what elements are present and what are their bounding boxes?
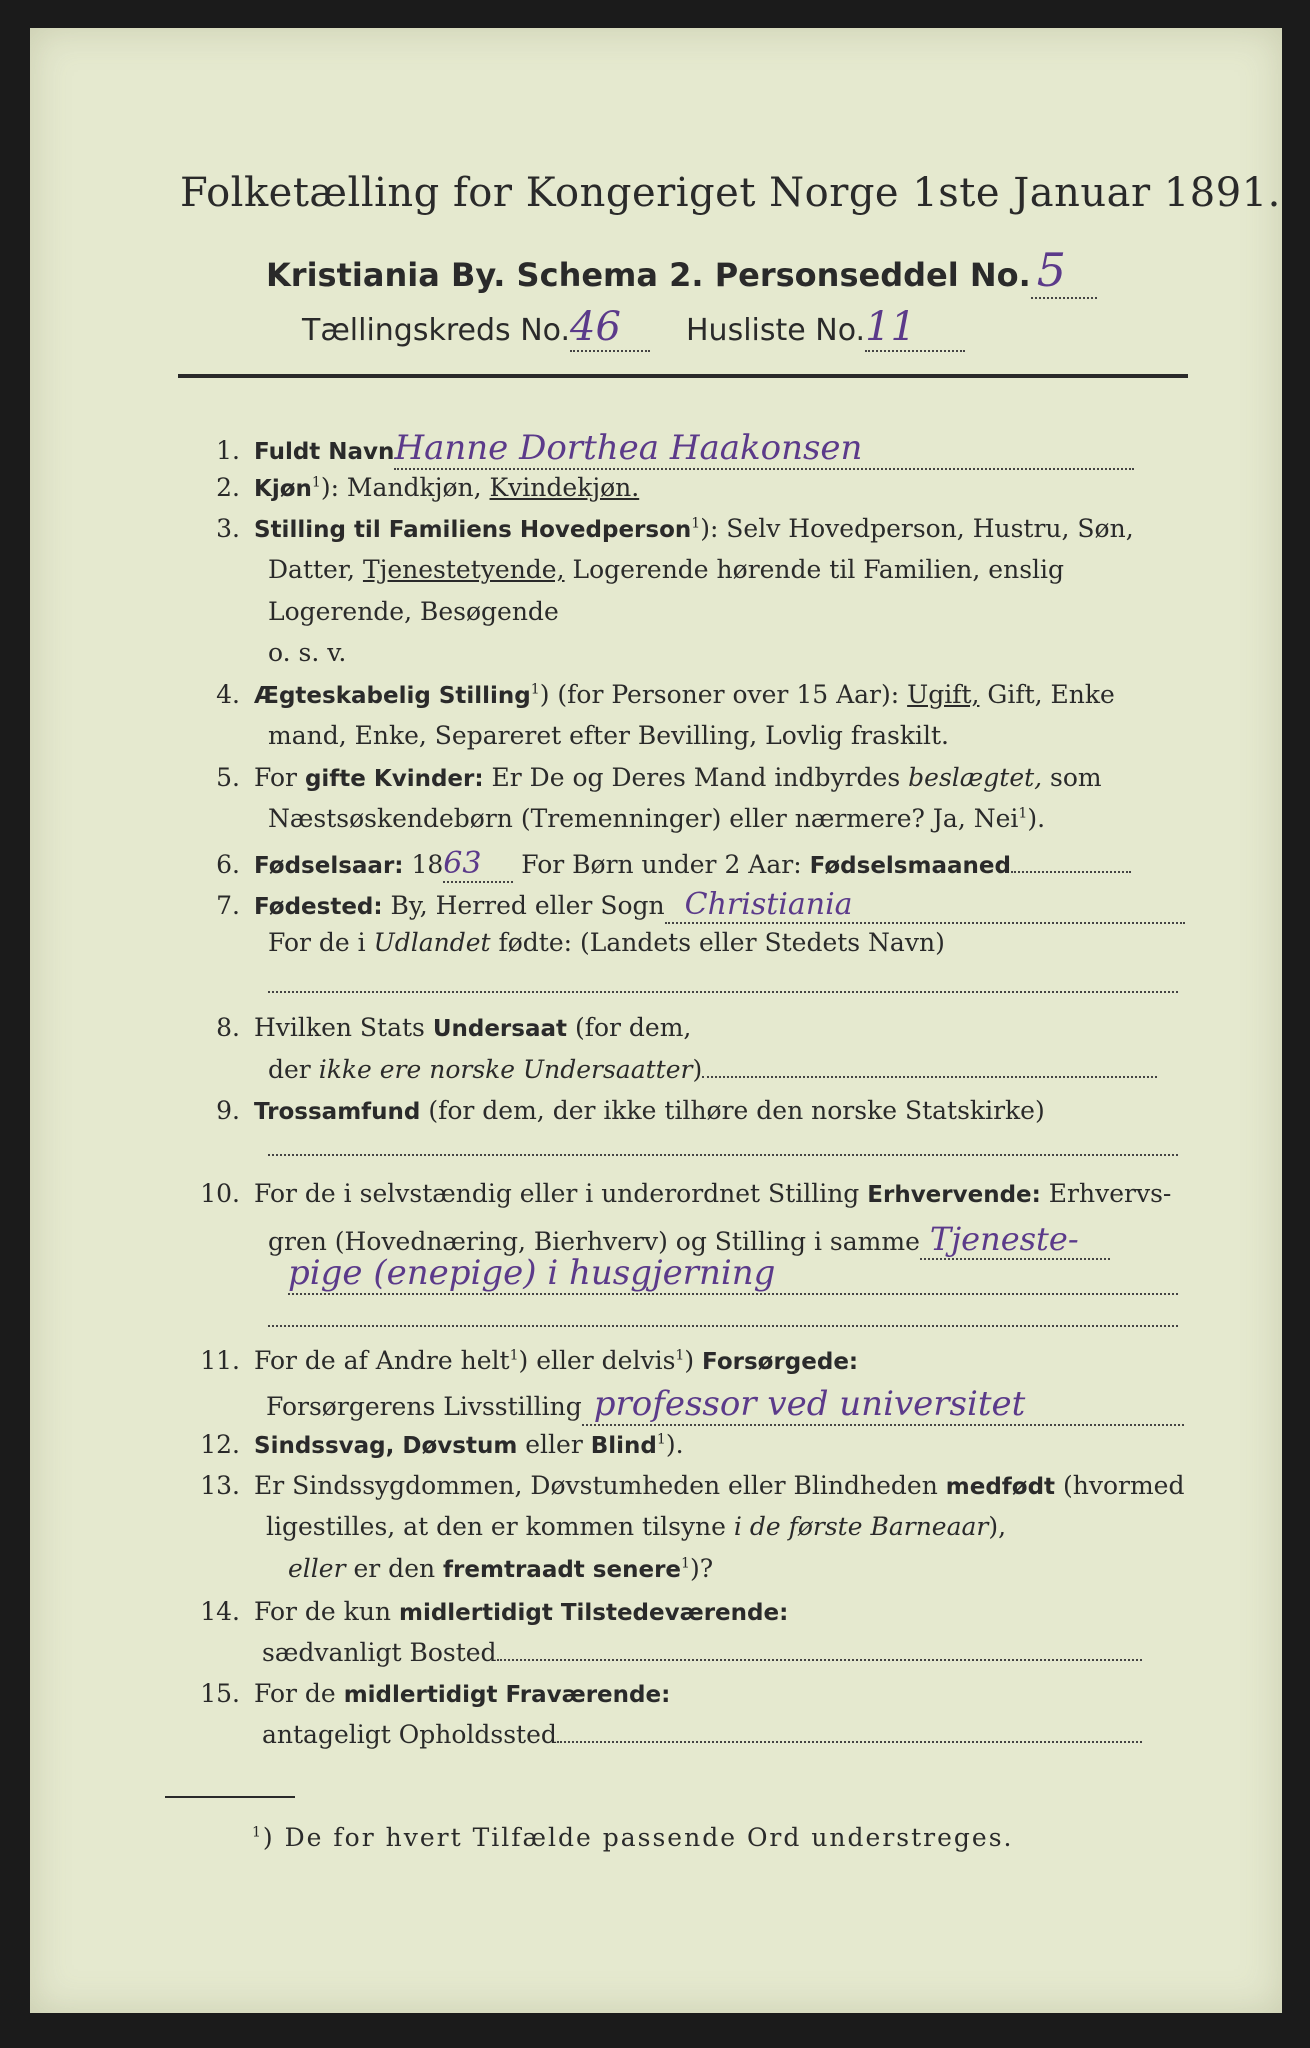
form-title: Folketælling for Kongeriget Norge 1ste Januar 1891. — [180, 170, 1281, 216]
form-subtitle-2 — [302, 304, 965, 352]
q4-selected: Ugift, — [907, 680, 980, 709]
question-8-cont: der ikke ere norske Undersaatter) — [268, 1055, 1157, 1084]
krets-number: 46 — [570, 304, 650, 352]
header-rule — [178, 374, 1188, 378]
q6-answer: 63 — [443, 846, 513, 883]
form-subtitle — [266, 243, 1097, 299]
q1-answer: Hanne Dorthea Haakonsen — [394, 428, 1134, 470]
question-14-cont: sædvanligt Bosted — [262, 1638, 1142, 1667]
q7-blank-line — [268, 990, 1178, 993]
husliste-label: Husliste No. — [686, 313, 866, 348]
question-13: 13. Er Sindssygdommen, Døvstumheden eller Blindheden medfødt (hvormed — [200, 1471, 1185, 1500]
question-13-cont2: eller er den fremtraadt senere$^1$)? — [288, 1554, 714, 1583]
question-5-cont: Næstsøskendebørn (Tremenninger) eller nærmere? Ja, Nei$^1$). — [268, 804, 1046, 833]
q10-answer-2: pige (enepige) i husgjerning — [288, 1253, 1178, 1295]
q10-blank-line — [268, 1324, 1178, 1327]
question-6: 6. Fødselsaar: 1863 For Børn under 2 Aar: Fødselsmaaned — [170, 846, 1131, 883]
husliste-number: 11 — [865, 304, 965, 352]
question-3-cont3: o. s. v. — [268, 638, 347, 667]
question-12: 12. Sindssvag, Døvstum eller Blind$^1$). — [200, 1430, 684, 1459]
question-5: 5. For gifte Kvinder: Er De og Deres Mand indbyrdes beslægtet, som — [216, 763, 1102, 792]
footnote-rule — [165, 1796, 295, 1798]
question-4: 4. Ægteskabelig Stilling$^1$) (for Personer over 15 Aar): Ugift, Gift, Enke — [216, 680, 1115, 709]
question-10-cont: gren (Hovednæring, Bierhverv) og Stilling i samme Tjeneste- — [268, 1220, 1110, 1260]
question-8: 8. Hvilken Stats Undersaat (for dem, — [216, 1013, 692, 1042]
q10-answer-1: Tjeneste- — [920, 1220, 1110, 1260]
question-4-cont: mand, Enke, Separeret efter Bevilling, Lovlig fraskilt. — [268, 721, 949, 750]
subtitle-text: Kristiania By. Schema 2. Personseddel No. — [266, 256, 1031, 294]
census-form — [30, 28, 1282, 2013]
question-11-cont: Forsørgerens Livsstilling professor ved universitet — [266, 1384, 1184, 1426]
question-13-cont: ligestilles, at den er kommen tilsyne i de første Barneaar), — [266, 1512, 1007, 1541]
q2-selected: Kvindekjøn. — [489, 473, 640, 502]
question-7: 7. Fødested: By, Herred eller Sogn Christiania — [170, 887, 1185, 924]
personseddel-number: 5 — [1031, 243, 1097, 299]
krets-label: Tællingskreds No. — [302, 313, 570, 348]
question-2: 2. Kjøn$^1$): Mandkjøn, Kvindekjøn. — [216, 473, 640, 502]
question-10: 10. For de i selvstændig eller i underordnet Stilling Erhvervende: Erhvervs- — [200, 1179, 1172, 1208]
question-7-cont: For de i Udlandet fødte: (Landets eller Stedets Navn) — [268, 928, 945, 957]
question-1: 1. Fuldt NavnHanne Dorthea Haakonsen — [170, 428, 1134, 470]
question-9: 9. Trossamfund (for dem, der ikke tilhøre den norske Statskirke) — [216, 1096, 1045, 1125]
question-3-cont2: Logerende, Besøgende — [268, 597, 559, 626]
question-15: 15. For de midlertidigt Fraværende: — [200, 1679, 671, 1708]
question-3: 3. Stilling til Familiens Hovedperson$^1$): Selv Hovedperson, Hustru, Søn, — [216, 514, 1134, 543]
q7-answer: Christiania — [665, 887, 1185, 924]
q11-answer: professor ved universitet — [582, 1384, 1184, 1426]
question-3-cont: Datter, Tjenestetyende, Logerende hørende til Familien, enslig — [268, 555, 1065, 584]
footnote: $^1$) De for hvert Tilfælde passende Ord understreges. — [252, 1823, 1014, 1852]
question-14: 14. For de kun midlertidigt Tilstedeværende: — [200, 1597, 789, 1626]
q3-selected: Tjenestetyende, — [362, 555, 565, 584]
question-11: 11. For de af Andre helt$^1$) eller delvis$^1$) Forsørgede: — [200, 1346, 859, 1375]
q1-label: Fuldt Navn — [254, 439, 395, 465]
q9-blank-line — [268, 1153, 1178, 1156]
question-15-cont: antageligt Opholdssted — [262, 1720, 1142, 1749]
